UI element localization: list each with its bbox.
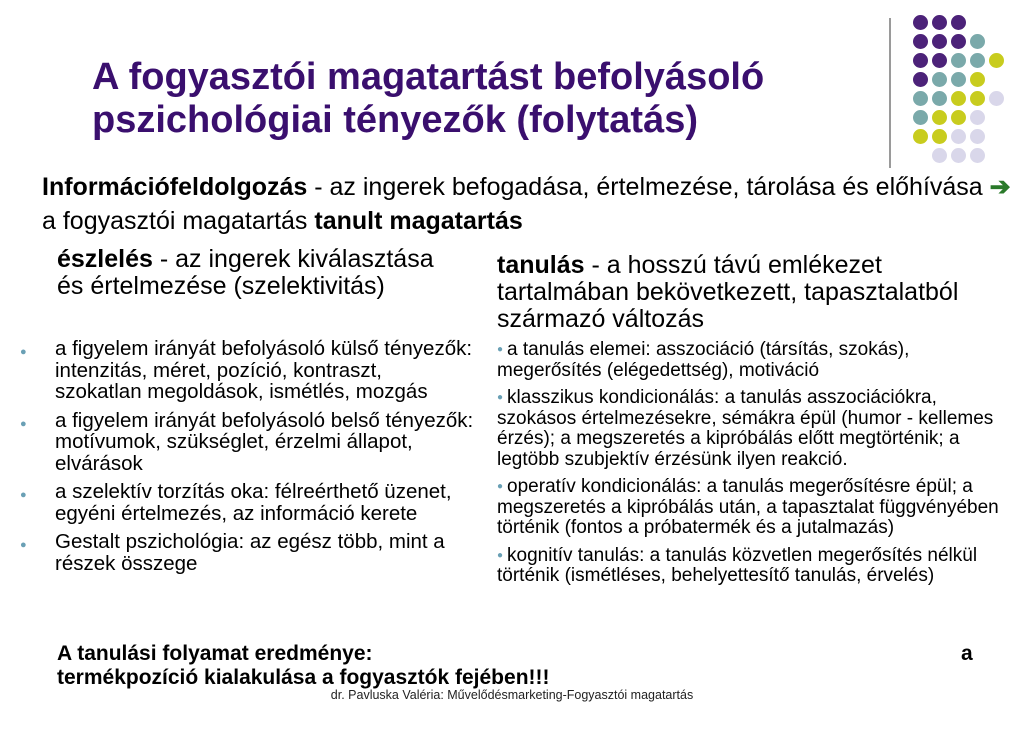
- info-processing-paragraph: [42, 170, 1017, 238]
- dot-lavender: [989, 91, 1004, 106]
- dot-teal: [970, 34, 985, 49]
- dot-purple: [913, 15, 928, 30]
- learning-term: tanulás: [497, 251, 585, 279]
- dot-olive: [989, 53, 1004, 68]
- slide-title: A fogyasztói magatartást befolyásoló pszichológiai tényezők (folytatás): [92, 56, 765, 141]
- dot-purple: [932, 53, 947, 68]
- dot-purple: [913, 53, 928, 68]
- info-text-1: - az ingerek befogadása, értelmezése, tárolása és előhívása: [307, 173, 990, 201]
- dot-olive: [951, 91, 966, 106]
- dot-olive: [932, 110, 947, 125]
- dot-olive: [970, 91, 985, 106]
- dot-olive: [913, 129, 928, 144]
- dot-teal: [913, 91, 928, 106]
- dot-teal: [932, 72, 947, 87]
- slide-footer: dr. Pavluska Valéria: Művelődésmarketing-Fogyasztói magatartás: [330, 688, 694, 702]
- list-item: [14, 338, 474, 403]
- bullet-icon: ●: [20, 417, 27, 430]
- conclusion-fragment: a: [961, 642, 973, 665]
- dot-lavender: [970, 148, 985, 163]
- info-bold-term: Információfeldolgozás: [42, 173, 308, 201]
- list-item-text: a figyelem irányát befolyásoló belső tényezők: motívumok, szükséglet, érzelmi állapot, elvárások: [55, 408, 474, 475]
- conclusion-line-1: A tanulási folyamat eredménye:: [57, 642, 373, 665]
- bullet-icon: ●: [20, 346, 27, 358]
- list-item: [497, 546, 1015, 587]
- info-text-2: a fogyasztói magatartás: [42, 207, 315, 235]
- dot-teal: [951, 53, 966, 68]
- dot-olive: [970, 72, 985, 87]
- list-item-text: a figyelem irányát befolyásoló külső tényezők: intenzitás, méret, pozíció, kontraszt, szokatlan megoldások, ismétlés, mozgás: [55, 337, 473, 403]
- bullet-icon: ●: [497, 344, 504, 355]
- list-item: [14, 410, 474, 475]
- dot-lavender: [970, 129, 985, 144]
- perception-heading: [57, 246, 457, 300]
- list-item-text: a tanulás elemei: asszociáció (társítás, szokás), megerősítés (elégedettség), motiváció: [497, 339, 910, 381]
- dot-lavender: [932, 148, 947, 163]
- dot-teal: [913, 110, 928, 125]
- perception-list: [14, 338, 474, 581]
- learning-definition: - a hosszú távú emlékezet tartalmában bekövetkezett, tapasztalatból származó változás: [497, 251, 959, 333]
- list-item-text: a szelektív torzítás oka: félreérthető üzenet, egyéni értelmezés, az információ kerete: [55, 480, 452, 525]
- list-item-text: klasszikus kondicionálás: a tanulás asszociációkra, szokásos értelmezésekre, sémákra épül (humor - kellemes érzés); a megszeretés a kipróbálás előtt megtörténik; a legtöbb szubjektív érzésünk ilyen reakció.: [497, 387, 994, 470]
- dot-purple: [951, 15, 966, 30]
- arrow-icon: ➔: [989, 173, 1011, 201]
- bullet-icon: ●: [20, 489, 27, 501]
- conclusion-line-2: termékpozíció kialakulása a fogyasztók fejében!!!: [57, 666, 550, 689]
- learning-list: [497, 340, 1015, 594]
- dot-olive: [951, 110, 966, 125]
- list-item-text: operatív kondicionálás: a tanulás megerősítésre épül; a megszeretés a kipróbálás után, a tapasztalat függvényében történik (fontos a próbatermék és a jutalmazás): [497, 476, 999, 538]
- conclusion-text: [57, 642, 987, 690]
- dot-purple: [951, 34, 966, 49]
- learning-heading: [497, 252, 1007, 333]
- bullet-icon: ●: [497, 392, 504, 403]
- list-item: [14, 481, 474, 524]
- perception-term: észlelés: [57, 245, 153, 273]
- list-item: [497, 388, 1015, 470]
- dot-teal: [970, 53, 985, 68]
- list-item: [14, 531, 474, 574]
- list-item: [497, 477, 1015, 539]
- dot-teal: [932, 91, 947, 106]
- dot-olive: [932, 129, 947, 144]
- dot-lavender: [951, 148, 966, 163]
- list-item-text: kognitív tanulás: a tanulás közvetlen megerősítés nélkül történik (ismétléses, behelyettesítő tanulás, érvelés): [497, 544, 978, 586]
- bullet-icon: ●: [497, 481, 504, 492]
- perception-definition: - az ingerek kiválasztása és értelmezése (szelektivitás): [57, 245, 434, 300]
- info-bold-term-2: tanult magatartás: [314, 207, 523, 235]
- dot-purple: [932, 34, 947, 49]
- dot-teal: [951, 72, 966, 87]
- list-item: [497, 340, 1015, 381]
- bullet-icon: ●: [497, 549, 504, 561]
- vertical-divider: [889, 18, 891, 168]
- list-item-text: Gestalt pszichológia: az egész több, mint a részek összege: [55, 530, 445, 575]
- bullet-icon: ●: [20, 539, 27, 551]
- dot-purple: [913, 34, 928, 49]
- dot-purple: [932, 15, 947, 30]
- dot-lavender: [970, 110, 985, 125]
- dot-lavender: [951, 129, 966, 144]
- dot-purple: [913, 72, 928, 87]
